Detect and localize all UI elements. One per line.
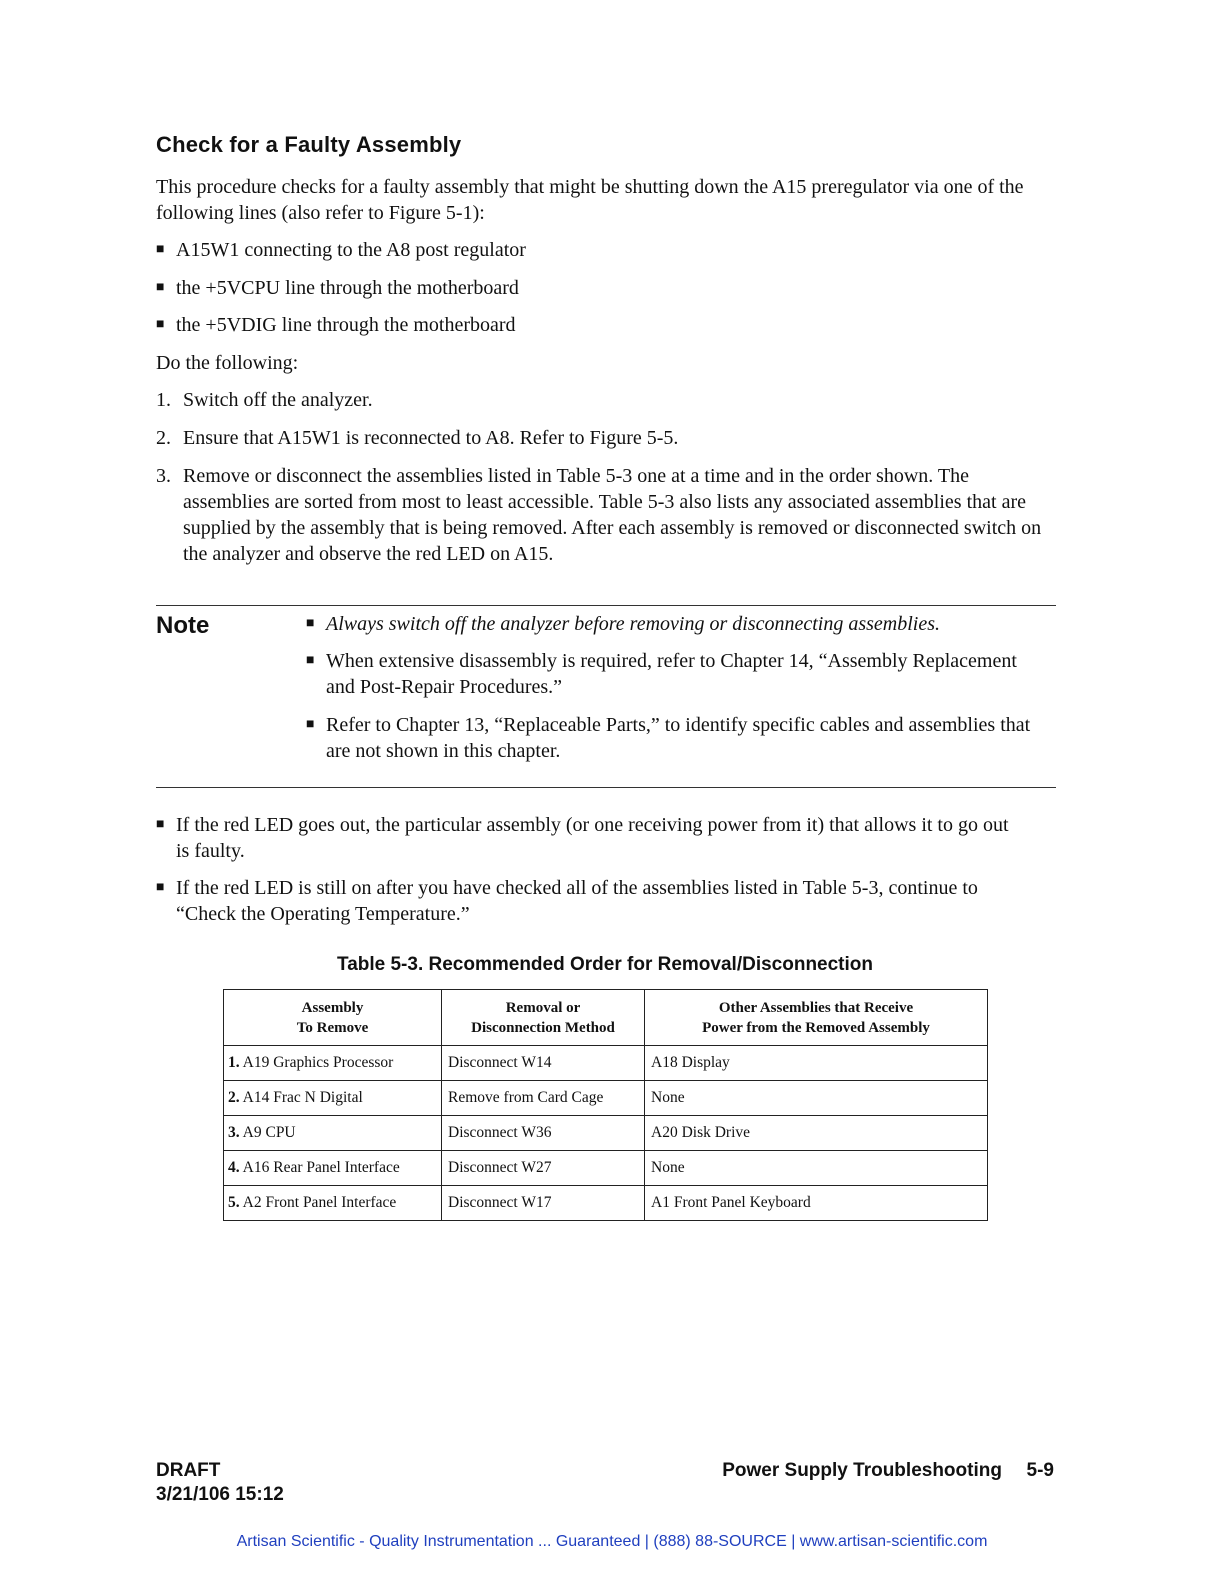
assembly-name: A9 CPU [242, 1124, 296, 1141]
header-assembly [224, 990, 442, 1046]
note-item [306, 611, 1046, 637]
line-text: A15W1 connecting to the A8 post regulator [176, 239, 526, 261]
step-number: 2. [156, 427, 171, 449]
outcome-text: If the red LED goes out, the particular assembly (or one receiving power from it) that allows it to go out is faulty. [176, 814, 1009, 862]
row-number: 4. [228, 1159, 240, 1176]
table-row [224, 1116, 988, 1151]
assembly-name: A2 Front Panel Interface [242, 1194, 397, 1211]
bullet-square-icon: ■ [306, 616, 315, 631]
header-line: Assembly [301, 999, 364, 1016]
note-text: When extensive disassembly is required, refer to Chapter 14, “Assembly Replacement and Post-Repair Procedures.” [326, 650, 1017, 698]
line-text: the +5VDIG line through the motherboard [176, 314, 516, 336]
note-bottom-rule [156, 787, 1056, 788]
removal-order-table [223, 989, 988, 1221]
method-cell: Disconnect W14 [442, 1046, 645, 1081]
note-label: Note [156, 612, 210, 639]
assembly-name: A16 Rear Panel Interface [242, 1159, 400, 1176]
table-row [224, 1081, 988, 1116]
step-text: Remove or disconnect the assemblies listed in Table 5-3 one at a time and in the order shown. The assemblies are sorted from most to least accessible. Table 5-3 also lists any associated assemblies that are supplied by the assembly that is being removed. After each assembly is removed or disconnected switch on the analyzer and observe the red LED on A15. [183, 465, 1042, 565]
table-title: Table 5-3. Recommended Order for Removal/Disconnection [337, 954, 873, 975]
assembly-cell [224, 1151, 442, 1186]
note-text: Always switch off the analyzer before removing or disconnecting assemblies. [326, 613, 940, 635]
other-cell: A18 Display [645, 1046, 988, 1081]
bullet-square-icon: ■ [156, 242, 165, 257]
line-text: the +5VCPU line through the motherboard [176, 277, 519, 299]
do-following-text: Do the following: [156, 352, 299, 374]
other-cell: None [645, 1151, 988, 1186]
method-cell: Disconnect W27 [442, 1151, 645, 1186]
header-line: Removal or [505, 999, 581, 1016]
assembly-cell [224, 1186, 442, 1221]
header-other-assemblies [645, 990, 988, 1046]
other-cell: None [645, 1081, 988, 1116]
table-row [224, 1046, 988, 1081]
line-bullet [156, 237, 1056, 263]
assembly-cell [224, 1081, 442, 1116]
method-cell: Disconnect W36 [442, 1116, 645, 1151]
row-number: 5. [228, 1194, 240, 1211]
header-method [442, 990, 645, 1046]
note-top-rule [156, 605, 1056, 606]
line-bullet [156, 312, 1056, 338]
bullet-square-icon: ■ [306, 717, 315, 732]
table-row [224, 1186, 988, 1221]
intro-paragraph: This procedure checks for a faulty assembly that might be shutting down the A15 preregulator via one of the following lines (also refer to Figure 5-1): [156, 176, 1024, 224]
step-item [156, 463, 1056, 567]
step-item [156, 425, 1056, 451]
header-line: To Remove [296, 1019, 369, 1036]
footer-section [722, 1460, 1054, 1482]
other-cell: A1 Front Panel Keyboard [645, 1186, 988, 1221]
assembly-name: A14 Frac N Digital [242, 1089, 363, 1106]
assembly-cell [224, 1046, 442, 1081]
step-number: 3. [156, 465, 171, 487]
section-heading: Check for a Faulty Assembly [156, 132, 462, 157]
footer-draft: DRAFT [156, 1460, 221, 1481]
vendor-banner: Artisan Scientific - Quality Instrumentation ... Guaranteed | (888) 88-SOURCE | www.artisan-scientific.com [236, 1533, 988, 1550]
note-item [306, 648, 1046, 700]
method-cell: Remove from Card Cage [442, 1081, 645, 1116]
other-cell: A20 Disk Drive [645, 1116, 988, 1151]
header-line: Disconnection Method [471, 1019, 615, 1036]
step-number: 1. [156, 389, 171, 411]
bullet-square-icon: ■ [156, 317, 165, 332]
header-line: Power from the Removed Assembly [702, 1019, 930, 1036]
step-text: Switch off the analyzer. [183, 389, 373, 411]
header-line: Other Assemblies that Receive [718, 999, 914, 1016]
method-cell: Disconnect W17 [442, 1186, 645, 1221]
note-item [306, 712, 1046, 764]
note-text: Refer to Chapter 13, “Replaceable Parts,” to identify specific cables and assemblies that are not shown in this chapter. [326, 714, 1031, 762]
assembly-name: A19 Graphics Processor [242, 1054, 394, 1071]
line-bullet [156, 275, 1056, 301]
footer-page-number: 5-9 [1026, 1460, 1054, 1481]
step-text: Ensure that A15W1 is reconnected to A8. Refer to Figure 5-5. [183, 427, 679, 449]
row-number: 3. [228, 1124, 240, 1141]
bullet-square-icon: ■ [156, 880, 165, 895]
row-number: 2. [228, 1089, 240, 1106]
outcome-item [156, 812, 1056, 864]
bullet-square-icon: ■ [156, 280, 165, 295]
outcome-item [156, 875, 1056, 927]
bullet-square-icon: ■ [306, 653, 315, 668]
footer-section-title: Power Supply Troubleshooting [722, 1460, 1002, 1481]
footer-datetime: 3/21/106 15:12 [156, 1484, 284, 1505]
table-header-row [224, 990, 988, 1046]
outcome-text: If the red LED is still on after you have checked all of the assemblies listed in Table 5-3, continue to “Check the Operating Temperature.” [176, 877, 978, 925]
table-row [224, 1151, 988, 1186]
step-item [156, 387, 1056, 413]
bullet-square-icon: ■ [156, 817, 165, 832]
row-number: 1. [228, 1054, 240, 1071]
assembly-cell [224, 1116, 442, 1151]
